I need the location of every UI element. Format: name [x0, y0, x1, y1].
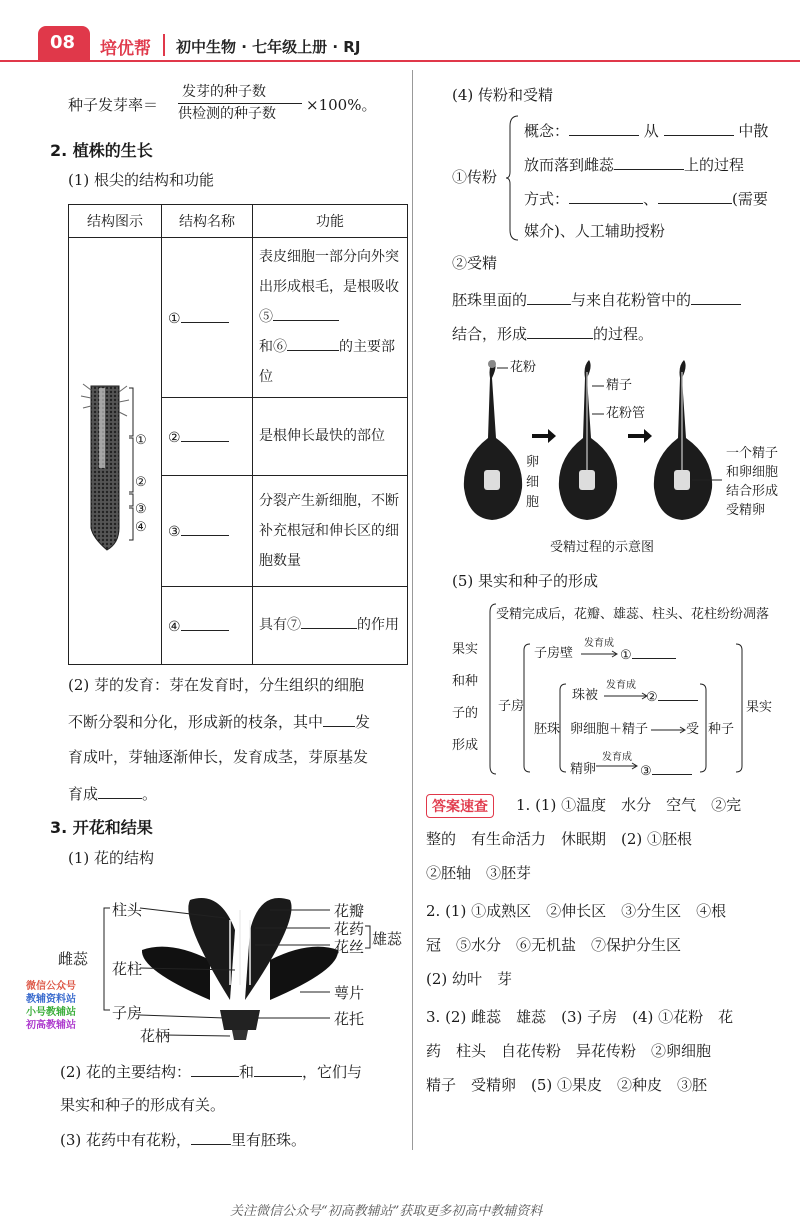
fruit-ovule: 胚珠 — [534, 722, 561, 737]
formula-numerator: 发芽的种子数 — [182, 84, 266, 100]
label-pedicel: 花柄 — [140, 1027, 171, 1045]
section-2-1-title: (1) 根尖的结构和功能 — [68, 171, 215, 189]
watermark-stamp: 微信公众号 教辅资料站 小号教辅站 初高教辅站 — [26, 981, 76, 1031]
fruit-blank-1: ① — [620, 646, 676, 664]
answer-line-7: 3. (2) 雌蕊 雄蕊 (3) 子房 (4) ①花粉 花 — [426, 1008, 734, 1026]
label-pistil: 雌蕊 — [58, 950, 89, 968]
fruit-result: 果实 — [746, 700, 773, 715]
label-stamen: 雄蕊 — [372, 930, 403, 948]
fruit-egg-sperm: 卵细胞＋精子 — [570, 722, 649, 737]
pollination-label: ①传粉 — [452, 168, 498, 186]
fruit-integument: 珠被 — [572, 688, 599, 703]
fruit-formation-diagram — [486, 598, 800, 778]
function-4: 具有⑦ 的作用 — [253, 586, 408, 664]
section-5-title: (5) 果实和种子的形成 — [452, 572, 599, 590]
header-separator — [163, 34, 165, 56]
section-4-title: (4) 传粉和受精 — [452, 86, 554, 104]
answer-line-8: 药 柱头 自花传粉 异花传粉 ②卵细胞 — [426, 1042, 712, 1060]
label-petal: 花瓣 — [334, 902, 365, 920]
fig-label-pollen-tube: 花粉管 — [606, 406, 646, 421]
label-stigma: 柱头 — [112, 901, 143, 919]
answer-line-6: (2) 幼叶 芽 — [426, 970, 513, 988]
fraction-bar — [178, 103, 302, 104]
root-tip-diagram-cell — [69, 238, 162, 665]
answer-badge: 答案速查 — [426, 794, 494, 818]
label-anther: 花药 — [334, 920, 365, 938]
formula-tail: ×100%。 — [306, 96, 377, 114]
fruit-seed: 种子 — [708, 722, 735, 737]
page-number: 08 — [50, 32, 76, 53]
root-mark-3: ③ — [135, 502, 147, 517]
table-header-diagram: 结构图示 — [69, 205, 162, 238]
book-title: 初中生物 · 七年级上册 · RJ — [176, 38, 361, 56]
root-mark-4: ④ — [135, 520, 147, 535]
page-header — [0, 0, 800, 62]
fruit-blank-2: ② — [646, 688, 698, 706]
fig-label-egg-3: 胞 — [526, 495, 540, 510]
section-3-1-title: (1) 花的结构 — [68, 849, 155, 867]
fruit-develop-3: 发育成 — [602, 752, 632, 763]
footer-note: 关注微信公众号“初高教辅站”获取更多初高中教辅资料 — [230, 1204, 543, 1219]
table-header-function: 功能 — [253, 205, 408, 238]
fig-caption: 受精过程的示意图 — [550, 540, 655, 555]
answer-line-1: 1. (1) ①温度 水分 空气 ②完 — [516, 796, 742, 814]
structure-name-2: ② — [162, 397, 253, 475]
answer-line-2: 整的 有生命活力 休眠期 (2) ①胚根 — [426, 830, 693, 848]
fig-label-egg-1: 卵 — [526, 455, 540, 470]
formula-label: 种子发芽率＝ — [68, 96, 159, 114]
fruit-develop-1: 发育成 — [584, 638, 614, 649]
structure-name-3: ③ — [162, 476, 253, 587]
label-filament: 花丝 — [334, 938, 365, 956]
brand-name: 培优帮 — [100, 39, 151, 59]
table-header-name: 结构名称 — [162, 205, 253, 238]
root-tip-illustration — [69, 238, 161, 664]
column-divider — [412, 70, 413, 1150]
label-sepal: 萼片 — [334, 984, 365, 1002]
structure-name-1: ① — [162, 238, 253, 398]
fig-label-sperm: 精子 — [606, 378, 633, 393]
root-mark-1: ① — [135, 433, 147, 448]
section-2-title: 2. 植株的生长 — [50, 141, 153, 160]
function-2: 是根伸长最快的部位 — [253, 397, 408, 475]
fruit-left-label: 果实 和种 子的 形成 — [452, 642, 479, 753]
root-mark-2: ② — [135, 475, 147, 490]
header-rule — [0, 60, 800, 62]
function-3: 分裂产生新细胞，不断补充根冠和伸长区的细胞数量 — [253, 476, 408, 587]
function-1: 表皮细胞一部分向外突出形成根毛，是根吸收⑤ 和⑥ 的主要部位 — [253, 238, 408, 398]
fruit-fert: 受 — [686, 722, 700, 737]
fig-label-pollen: 花粉 — [510, 360, 537, 375]
fig-label-egg-2: 细 — [526, 475, 540, 490]
fertilization-label: ②受精 — [452, 254, 498, 272]
fruit-ovary: 子房 — [498, 699, 525, 714]
label-ovary: 子房 — [112, 1004, 143, 1022]
fig-result-label: 一个精子 和卵细胞 结合形成 受精卵 — [726, 446, 779, 518]
answer-line-5: 冠 ⑤水分 ⑥无机盐 ⑦保护分生区 — [426, 936, 682, 954]
structure-name-4: ④ — [162, 586, 253, 664]
answer-line-4: 2. (1) ①成熟区 ②伸长区 ③分生区 ④根 — [426, 902, 727, 920]
label-receptacle: 花托 — [334, 1010, 365, 1028]
section-3-title: 3. 开花和结果 — [50, 818, 153, 837]
pollination-brace — [506, 114, 520, 242]
formula-denominator: 供检测的种子数 — [178, 106, 276, 122]
fruit-ovary-wall: 子房壁 — [534, 646, 574, 661]
fruit-top-note: 受精完成后，花瓣、雄蕊、柱头、花柱纷纷凋落 — [496, 607, 770, 622]
fruit-develop-2: 发育成 — [606, 680, 636, 691]
answer-line-9: 精子 受精卵 (5) ①果皮 ②种皮 ③胚 — [426, 1076, 708, 1094]
fruit-zygote: 精卵 — [570, 762, 597, 777]
root-tip-table — [68, 204, 408, 665]
answer-line-3: ②胚轴 ③胚芽 — [426, 864, 532, 882]
label-style: 花柱 — [112, 960, 143, 978]
fruit-blank-3: ③ — [640, 762, 692, 780]
